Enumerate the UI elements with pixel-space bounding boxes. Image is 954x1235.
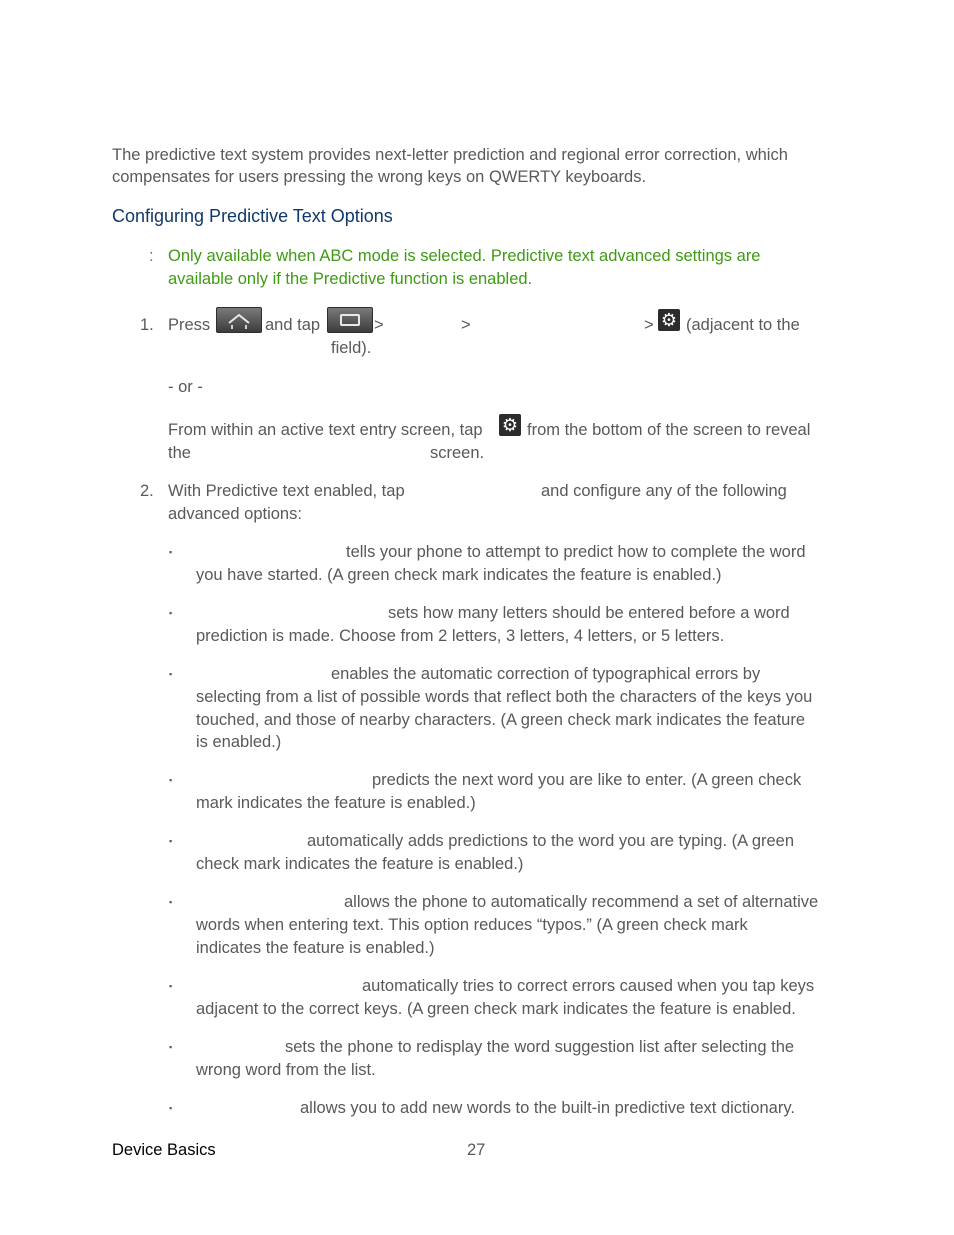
intro-line-1: The predictive text system provides next-letter prediction and regional error correction, which: [112, 146, 788, 164]
bullet-marker: ▪: [169, 1103, 173, 1113]
bullet-2-line-b: prediction is made. Choose from 2 letters, 3 letters, 4 letters, or 5 letters.: [196, 627, 725, 645]
bullet-2-line-a: sets how many letters should be entered before a word: [388, 604, 790, 622]
bullet-3-line-d: is enabled.): [196, 733, 282, 751]
step-1-gt-1: >: [374, 316, 384, 334]
bullet-3-line-c: touched, and those of nearby characters. (A green check mark indicates the feature: [196, 711, 806, 729]
home-key-icon: [216, 307, 262, 333]
bullet-marker: ▪: [169, 669, 173, 679]
note-line-1: Only available when ABC mode is selected. Predictive text advanced settings are: [168, 247, 761, 265]
bullet-1-line-b: you have started. (A green check mark indicates the feature is enabled.): [196, 566, 722, 584]
step-1-and-tap: and tap: [265, 316, 321, 334]
bullet-3-line-b: selecting from a list of possible words that reflect both the characters of the keys you: [196, 688, 813, 706]
step-1-number: 1.: [140, 316, 154, 334]
bullet-marker: ▪: [169, 547, 173, 557]
menu-key-icon: [327, 307, 373, 333]
gear-icon: ⚙: [658, 309, 680, 331]
bullet-marker: ▪: [169, 836, 173, 846]
step-1-field: field).: [331, 339, 372, 357]
bullet-9-line-a: allows you to add new words to the built-in predictive text dictionary.: [300, 1099, 795, 1117]
bullet-5-line-a: automatically adds predictions to the word you are typing. (A green: [307, 832, 795, 850]
step-2-text-c: advanced options:: [168, 505, 302, 523]
bullet-marker: ▪: [169, 1042, 173, 1052]
bullet-3-line-a: enables the automatic correction of typographical errors by: [331, 665, 761, 683]
bullet-5-line-b: check mark indicates the feature is enabled.): [196, 855, 524, 873]
step-1-from-within: From within an active text entry screen, tap: [168, 421, 483, 439]
note-colon: :: [149, 247, 154, 265]
bullet-4-line-b: mark indicates the feature is enabled.): [196, 794, 476, 812]
intro-line-2: compensates for users pressing the wrong keys on QWERTY keyboards.: [112, 168, 647, 186]
step-1-gt-3: >: [644, 316, 654, 334]
note-line-2: available only if the Predictive function is enabled.: [168, 270, 533, 288]
bullet-6-line-c: indicates the feature is enabled.): [196, 939, 435, 957]
step-1-gt-2: >: [461, 316, 471, 334]
step-1-press: Press: [168, 316, 211, 334]
bullet-4-line-a: predicts the next word you are like to enter. (A green check: [372, 771, 802, 789]
footer-section: Device Basics: [112, 1141, 216, 1159]
bullet-marker: ▪: [169, 981, 173, 991]
page-number: 27: [467, 1141, 486, 1159]
step-1-the: the: [168, 444, 191, 462]
bullet-6-line-b: words when entering text. This option reduces “typos.” (A green check mark: [196, 916, 748, 934]
bullet-8-line-a: sets the phone to redisplay the word suggestion list after selecting the: [285, 1038, 795, 1056]
bullet-1-line-a: tells your phone to attempt to predict how to complete the word: [346, 543, 806, 561]
step-1-adjacent: (adjacent to the: [686, 316, 800, 334]
step-1-from-bottom: from the bottom of the screen to reveal: [527, 421, 811, 439]
settings-gear-icon: ⚙: [499, 414, 521, 436]
step-1-screen: screen.: [430, 444, 485, 462]
section-heading: Configuring Predictive Text Options: [112, 206, 393, 226]
step-2-text-a: With Predictive text enabled, tap: [168, 482, 405, 500]
step-1-or: - or -: [168, 378, 203, 396]
bullet-8-line-b: wrong word from the list.: [196, 1061, 376, 1079]
bullet-marker: ▪: [169, 775, 173, 785]
bullet-marker: ▪: [169, 608, 173, 618]
step-2-number: 2.: [140, 482, 154, 500]
bullet-marker: ▪: [169, 897, 173, 907]
step-2-text-b: and configure any of the following: [541, 482, 787, 500]
bullet-7-line-b: adjacent to the correct keys. (A green check mark indicates the feature is enabled.: [196, 1000, 796, 1018]
bullet-6-line-a: allows the phone to automatically recommend a set of alternative: [344, 893, 819, 911]
bullet-7-line-a: automatically tries to correct errors caused when you tap keys: [362, 977, 815, 995]
